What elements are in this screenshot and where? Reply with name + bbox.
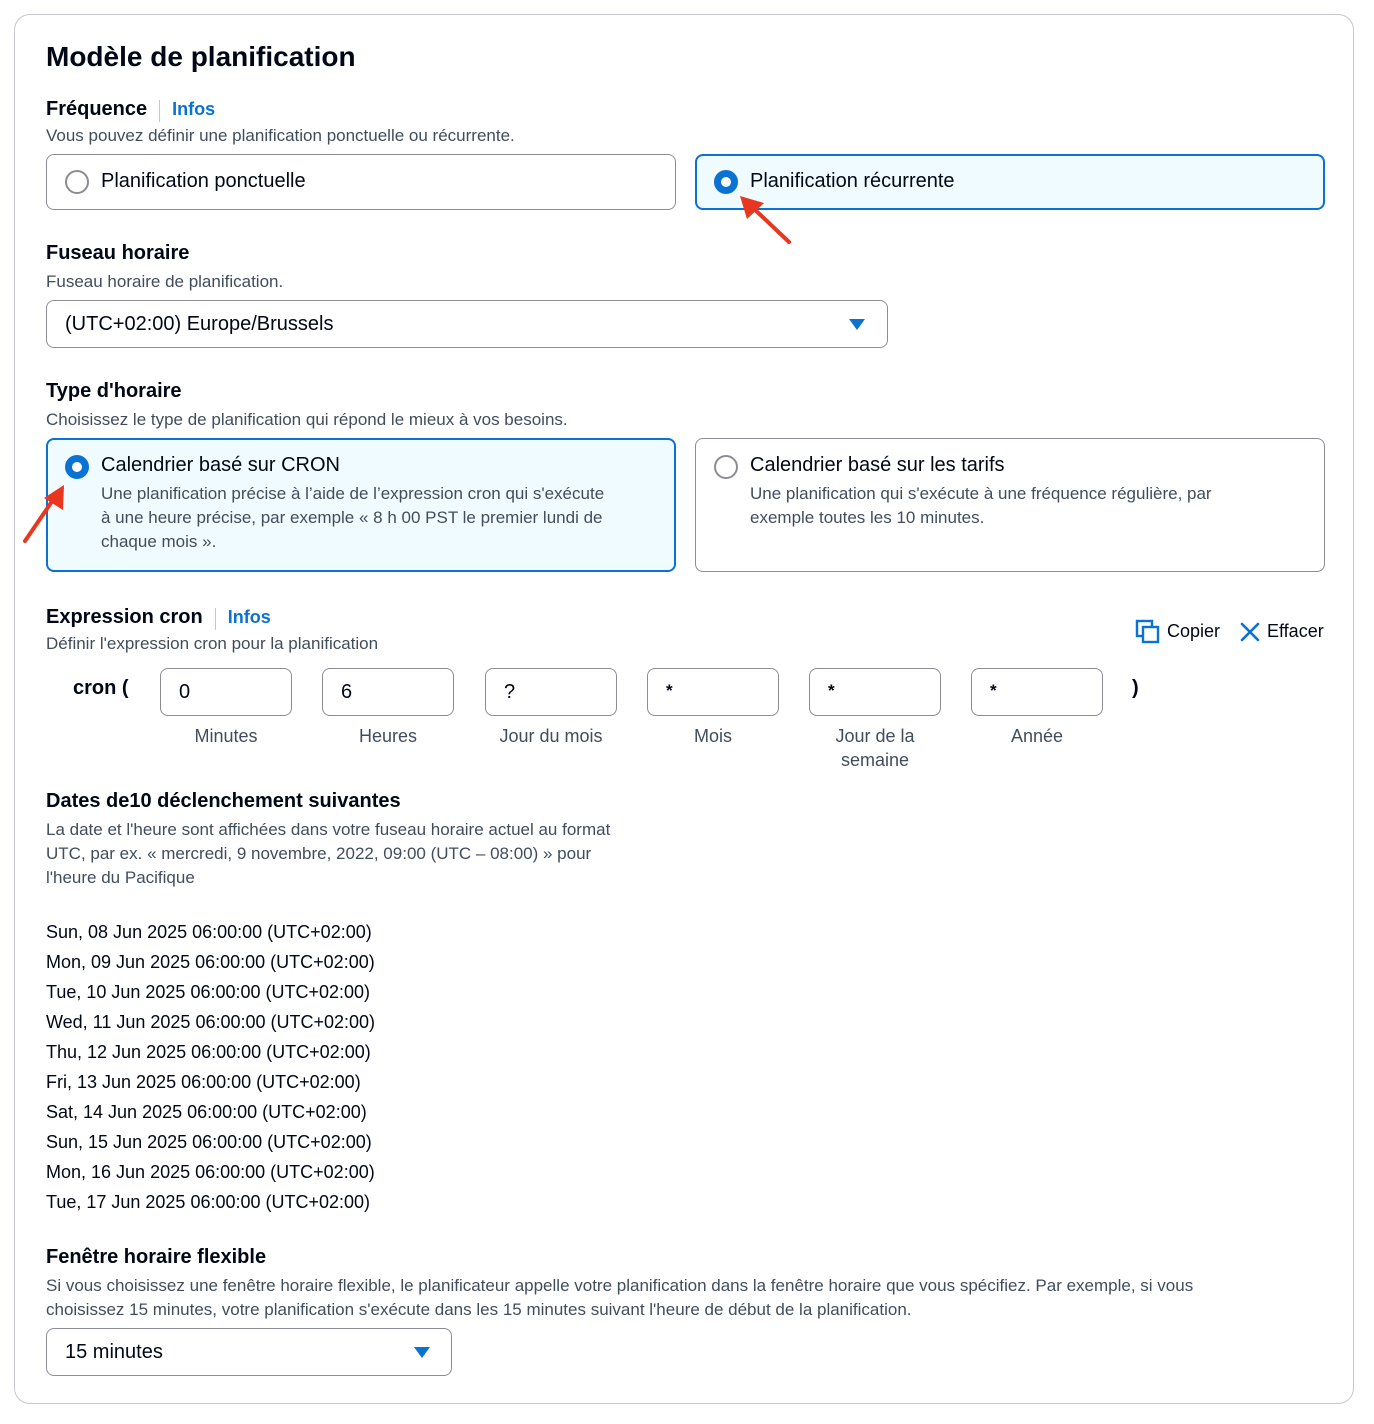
page-title: Modèle de planification <box>46 41 356 72</box>
annotation-arrow-icon <box>735 193 799 253</box>
rate-radio[interactable] <box>714 455 738 479</box>
one-time-schedule-tile[interactable] <box>46 154 676 210</box>
frequency-header <box>46 95 215 125</box>
flex-window-description: Si vous choisissez une fenêtre horaire flexible, le planificateur appelle votre planification dans la fenêtre horaire que vous spécifiez. Par exemple, si vous choisissez 15 minutes, votre planification s'exécute dans les 15 minutes suivant l'heure de début de la planification. <box>46 1276 1194 1319</box>
annotation-arrow-icon <box>19 481 71 547</box>
flex-window-select[interactable] <box>46 1328 452 1376</box>
cron-info-link[interactable]: Infos <box>227 607 271 627</box>
next-dates-description: La date et l'heure sont affichées dans votre fuseau horaire actuel au format UTC, par ex. « mercredi, 9 novembre, 2022, 09:00 (UTC – 08:00) » pour l'heure du Pacifique <box>46 820 611 887</box>
cron-day-of-week-input[interactable]: * <box>809 668 941 716</box>
cron-label: Expression cron <box>46 606 203 628</box>
frequency-info-link[interactable]: Infos <box>172 99 216 119</box>
timezone-description: Fuseau horaire de planification. <box>46 272 284 291</box>
list-item: Thu, 12 Jun 2025 06:00:00 (UTC+02:00) <box>46 1042 371 1062</box>
schedule-pattern-panel <box>14 14 1354 1404</box>
next-dates-list <box>46 917 375 1217</box>
frequency-label: Fréquence <box>46 98 148 120</box>
schedule-type-label: Type d'horaire <box>46 380 182 402</box>
cron-hours-input[interactable]: 6 <box>322 668 454 716</box>
next-dates-label: Dates de10 déclenchement suivantes <box>46 790 401 812</box>
cron-tile-title: Calendrier basé sur CRON <box>101 454 340 476</box>
cron-radio[interactable] <box>65 455 89 479</box>
list-item: Tue, 10 Jun 2025 06:00:00 (UTC+02:00) <box>46 982 371 1002</box>
cron-hours-label: Heures <box>358 726 418 746</box>
clear-label: Effacer <box>1267 621 1324 641</box>
cron-year-label: Année <box>1010 726 1064 746</box>
cron-minutes-label: Minutes <box>194 726 258 746</box>
copy-label: Copier <box>1167 621 1221 641</box>
cron-prefix: cron ( <box>73 677 129 699</box>
caret-down-icon <box>414 1347 430 1358</box>
rate-tile-description: Une planification qui s'exécute à une fréquence régulière, par exemple toutes les 10 minutes. <box>750 484 1212 527</box>
cron-day-of-month-input[interactable]: ? <box>485 668 617 716</box>
list-item: Sun, 08 Jun 2025 06:00:00 (UTC+02:00) <box>46 922 372 942</box>
cron-suffix: ) <box>1132 677 1139 699</box>
cron-day-of-month-label: Jour du mois <box>499 726 603 746</box>
cron-month-label: Mois <box>693 726 732 746</box>
list-item: Mon, 16 Jun 2025 06:00:00 (UTC+02:00) <box>46 1162 375 1182</box>
recurring-label: Planification récurrente <box>750 170 955 192</box>
one-time-radio[interactable] <box>65 170 89 194</box>
timezone-select[interactable] <box>46 300 888 348</box>
flex-window-label: Fenêtre horaire flexible <box>46 1246 267 1268</box>
cron-description: Définir l'expression cron pour la planification <box>46 634 379 653</box>
schedule-type-description: Choisissez le type de planification qui répond le mieux à vos besoins. <box>46 410 568 429</box>
cron-schedule-tile[interactable] <box>46 438 676 572</box>
cron-minutes-input[interactable]: 0 <box>160 668 292 716</box>
rate-tile-title: Calendrier basé sur les tarifs <box>750 454 1005 476</box>
list-item: Fri, 13 Jun 2025 06:00:00 (UTC+02:00) <box>46 1072 361 1092</box>
one-time-label: Planification ponctuelle <box>101 170 306 192</box>
timezone-value: (UTC+02:00) Europe/Brussels <box>65 313 334 335</box>
rate-schedule-tile[interactable] <box>695 438 1325 572</box>
cron-day-of-week-label: Jour de la semaine <box>835 726 915 770</box>
cron-tile-description: Une planification précise à l’aide de l’expression cron qui s'exécute à une heure précise, par exemple « 8 h 00 PST le premier lundi de chaque mois ». <box>101 484 605 551</box>
cron-month-input[interactable]: * <box>647 668 779 716</box>
flex-window-value: 15 minutes <box>65 1341 163 1363</box>
close-icon <box>1239 621 1261 643</box>
copy-icon <box>1135 619 1161 645</box>
list-item: Wed, 11 Jun 2025 06:00:00 (UTC+02:00) <box>46 1012 376 1032</box>
caret-down-icon <box>849 319 865 330</box>
list-item: Sun, 15 Jun 2025 06:00:00 (UTC+02:00) <box>46 1132 372 1152</box>
list-item: Sat, 14 Jun 2025 06:00:00 (UTC+02:00) <box>46 1102 367 1122</box>
timezone-label: Fuseau horaire <box>46 242 190 264</box>
cron-year-input[interactable]: * <box>971 668 1103 716</box>
list-item: Tue, 17 Jun 2025 06:00:00 (UTC+02:00) <box>46 1192 371 1212</box>
frequency-description: Vous pouvez définir une planification ponctuelle ou récurrente. <box>46 126 515 145</box>
list-item: Mon, 09 Jun 2025 06:00:00 (UTC+02:00) <box>46 952 375 972</box>
cron-header <box>46 603 271 633</box>
recurring-radio[interactable] <box>714 170 738 194</box>
